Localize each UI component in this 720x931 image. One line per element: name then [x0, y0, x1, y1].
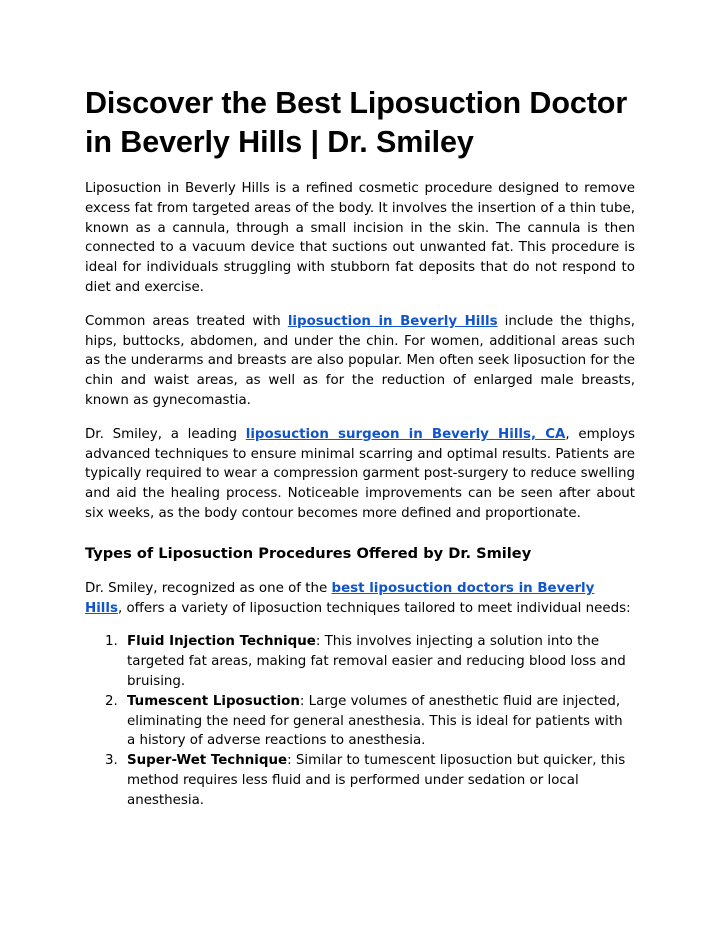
procedure-term: Tumescent Liposuction — [127, 693, 300, 709]
procedures-intro-paragraph — [85, 579, 635, 619]
page-title: Discover the Best Liposuction Doctor in Beverly Hills | Dr. Smiley — [85, 86, 628, 159]
paragraph-text: Dr. Smiley, recognized as one of the — [85, 580, 332, 596]
list-item — [85, 751, 635, 810]
paragraph-text: , employs advanced techniques to ensure minimal scarring and optimal results. Patients are typically required to wear a compression garment post-surgery to reduce swelling and aid the healing process. Noticeable improvements can be seen after about six weeks, as the body contour becomes more defined and proportionate. — [85, 426, 635, 521]
liposuction-surgeon-link[interactable]: liposuction surgeon in Beverly Hills, CA — [245, 426, 566, 442]
list-item — [85, 692, 635, 751]
list-number: 1. — [105, 634, 118, 650]
procedure-description: : Similar to tumescent liposuction but quicker, this method requires less fluid and is performed under sedation or local anesthesia. — [127, 753, 626, 808]
paragraph-text: , offers a variety of liposuction techniques tailored to meet individual needs: — [117, 600, 631, 616]
procedure-term: Super-Wet Technique — [127, 753, 288, 769]
procedure-description: : This involves injecting a solution into the targeted fat areas, making fat removal easier and reducing blood loss and bruising. — [127, 634, 626, 689]
best-liposuction-doctors-link[interactable]: best liposuction doctors in Beverly Hills — [85, 580, 595, 616]
liposuction-beverly-hills-link[interactable]: liposuction in Beverly Hills — [287, 313, 498, 329]
section-heading: Types of Liposuction Procedures Offered by Dr. Smiley — [85, 544, 532, 562]
list-number: 3. — [105, 753, 118, 769]
procedures-list — [85, 632, 635, 810]
paragraph-text: Common areas treated with — [85, 313, 288, 329]
paragraph-text: Dr. Smiley, a leading — [85, 426, 246, 442]
procedure-term: Fluid Injection Technique — [127, 634, 316, 650]
intro-paragraph: Liposuction in Beverly Hills is a refined cosmetic procedure designed to remove excess fat from targeted areas of the body. It involves the insertion of a thin tube, known as a cannula, through a small incision in the skin. The cannula is then connected to a vacuum device that suctions out unwanted fat. This procedure is ideal for individuals struggling with stubborn fat deposits that do not respond to diet and exercise. — [85, 181, 635, 295]
surgeon-paragraph — [85, 425, 635, 524]
procedure-description: : Large volumes of anesthetic fluid are injected, eliminating the need for general anesthesia. This is ideal for patients with a history of adverse reactions to anesthesia. — [127, 693, 623, 749]
treated-areas-paragraph — [85, 312, 635, 411]
paragraph-text: include the thighs, hips, buttocks, abdomen, and under the chin. For women, additional areas such as the underarms and breasts are also popular. Men often seek liposuction for the chin and waist areas, as well as for the reduction of enlarged male breasts, known as gynecomastia. — [85, 313, 635, 408]
list-number: 2. — [105, 693, 118, 709]
list-item — [85, 632, 635, 691]
document-page — [85, 84, 635, 811]
